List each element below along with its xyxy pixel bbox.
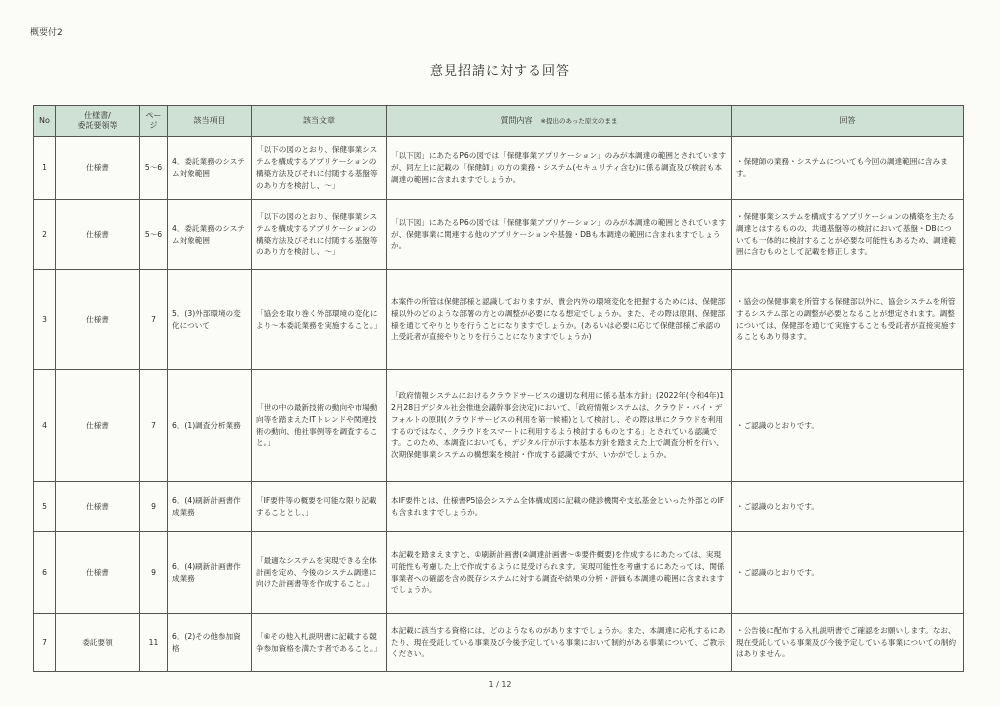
page-indicator: 1 / 12 [488, 680, 512, 689]
row-answer: ・ご認識のとおりです。 [732, 482, 964, 532]
row-doc: 仕様書 [56, 200, 140, 270]
row-no: 5 [34, 482, 56, 532]
table-row [34, 200, 964, 270]
table-row [34, 270, 964, 370]
table-row [34, 482, 964, 532]
col-header-text: 該当文章 [252, 106, 387, 137]
row-doc: 仕様書 [56, 370, 140, 482]
row-page: 5～6 [140, 200, 168, 270]
row-question: 「以下図」にあたるP6の図では「保健事業アプリケーション」のみが本調達の範囲とされていますが、保健事業に関連する他のアプリケーションや基盤・DBも本調達の範囲に含まれますでしょうか。 [387, 200, 732, 270]
row-doc: 委託要領 [56, 614, 140, 672]
row-doc: 仕様書 [56, 270, 140, 370]
col-header-page: ページ [140, 106, 168, 137]
response-table [33, 105, 964, 672]
col-header-item: 該当項目 [168, 106, 252, 137]
document-annex-label: 概要付2 [30, 28, 63, 38]
row-no: 1 [34, 137, 56, 200]
row-question: 本案件の所管は保健部様と認識しておりますが、貴会内外の環境変化を把握するためには、保健部様以外のどのような部署の方との調整が必要になる想定でしょうか。また、その際は原則、保健部様を通じてやりとりを行うことになりますでしょうか。(あるいは必要に応じて保健部様ご承認の上受託者が直接やりとりを行うことになりますでしょうか) [387, 270, 732, 370]
row-text: 「最適なシステムを実現できる全体計画を定め、今後のシステム調達に向けた計画書等を作成すること。」 [252, 532, 387, 614]
row-text: 「以下の図のとおり、保健事業システムを構成するアプリケーションの構築方法及びそれに付随する基盤等のあり方を検討し、～」 [252, 200, 387, 270]
row-question: 本記載に該当する資格には、どのようなものがありますでしょうか。また、本調達に応札するにあたり、現在受託している事業及び今後予定している事業において制約がある事業について、ご教示ください。 [387, 614, 732, 672]
row-answer: ・公告後に配布する入札説明書でご確認をお願いします。なお、現在受託している事業及び今後予定している事業についての制約はありません。 [732, 614, 964, 672]
row-doc: 仕様書 [56, 532, 140, 614]
row-answer: ・ご認識のとおりです。 [732, 370, 964, 482]
row-text: 「IF要件等の概要を可能な限り記載することとし、」 [252, 482, 387, 532]
table-row [34, 370, 964, 482]
row-item: 6．(4)刷新計画書作成業務 [168, 482, 252, 532]
question-header-label: 質問内容 [500, 115, 533, 125]
row-no: 3 [34, 270, 56, 370]
row-question: 本記載を踏まえますと、①刷新計画書(②調達計画書～⑤要件概要)を作成するにあたっては、実現可能性も考慮した上で作成するように見受けられます。実現可能性を考慮するにあたっては、関係事業者への確認を含め既存システムに対する調査や結果の分析・評価も本調達の範囲に含まれますでしょうか。 [387, 532, 732, 614]
row-no: 7 [34, 614, 56, 672]
table-header-row [34, 106, 964, 137]
row-item: 6．(4)刷新計画書作成業務 [168, 532, 252, 614]
row-page: 9 [140, 482, 168, 532]
col-header-no: No [34, 106, 56, 137]
row-text: 「⑥その他入札説明書に記載する競争参加資格を満たす者であること。」 [252, 614, 387, 672]
table-row [34, 137, 964, 200]
row-doc: 仕様書 [56, 137, 140, 200]
row-answer: ・ご認識のとおりです。 [732, 532, 964, 614]
row-page: 11 [140, 614, 168, 672]
row-item: 6．(2)その他参加資格 [168, 614, 252, 672]
row-answer: ・協会の保健事業を所管する保健部以外に、協会システムを所管するシステム部との調整が必要となることが想定されます。調整については、保健部を通じて実施することも受託者が直接実施することもあり得ます。 [732, 270, 964, 370]
row-question: 「政府情報システムにおけるクラウドサービスの適切な利用に係る基本方針」(2022年(令和4年)12月28日デジタル社会推進会議幹事会決定)において、「政府情報システムは、クラウド・バイ・デフォルトの原則(クラウドサービスの利用を第一候補)として検討し、その際は単にクラウドを利用するのではなく、クラウドをスマートに利用するよう検討するものとする」とされている認識です。このため、本調査においても、デジタル庁が示す本基本方針を踏まえた上で調査分析を行い、次期保健事業システムの構想案を検討・作成する認識ですが、いかがでしょうか。 [387, 370, 732, 482]
row-answer: ・保健師の業務・システムについても今回の調達範囲に含みます。 [732, 137, 964, 200]
row-item: 6．(1)調査分析業務 [168, 370, 252, 482]
row-text: 「以下の図のとおり、保健事業システムを構成するアプリケーションの構築方法及びそれに付随する基盤等のあり方を検討し、～」 [252, 137, 387, 200]
question-header-note: ※提出のあった原文のまま [540, 116, 618, 125]
table-row [34, 532, 964, 614]
row-question: 本IF要件とは、仕様書P5協会システム全体構成図に記載の健診機関や支払基金といった外部とのIFも含まれますでしょうか。 [387, 482, 732, 532]
row-question: 「以下図」にあたるP6の図では「保健事業アプリケーション」のみが本調達の範囲とされていますが、同左上に記載の「保健師」の方の業務・システム(セキュリティ含む)に係る調査及び検討も本調達の範囲に含まれますでしょうか。 [387, 137, 732, 200]
col-header-question [387, 106, 732, 137]
row-no: 6 [34, 532, 56, 614]
row-page: 7 [140, 270, 168, 370]
page-title: 意見招請に対する回答 [429, 64, 570, 79]
row-item: 4．委託業務のシステム対象範囲 [168, 137, 252, 200]
row-text: 「世の中の最新技術の動向や市場動向等を踏まえたITトレンドや関連技術の動向、他社事例等を調査すること。」 [252, 370, 387, 482]
row-item: 5．(3)外部環境の変化について [168, 270, 252, 370]
table-row [34, 614, 964, 672]
col-header-doc: 仕様書/ 委託要領等 [56, 106, 140, 137]
row-no: 2 [34, 200, 56, 270]
row-doc: 仕様書 [56, 482, 140, 532]
row-page: 7 [140, 370, 168, 482]
col-header-answer: 回答 [732, 106, 964, 137]
row-answer: ・保健事業システムを構成するアプリケーションの構築を主たる調達とはするものの、共通基盤等の検討において基盤・DBについても一体的に検討することが必要な可能性もあるため、調達範囲に含むものとして記載を修正します。 [732, 200, 964, 270]
row-no: 4 [34, 370, 56, 482]
row-page: 9 [140, 532, 168, 614]
row-item: 4．委託業務のシステム対象範囲 [168, 200, 252, 270]
row-text: 「協会を取り巻く外部環境の変化により～本委託業務を実施すること。」 [252, 270, 387, 370]
row-page: 5～6 [140, 137, 168, 200]
